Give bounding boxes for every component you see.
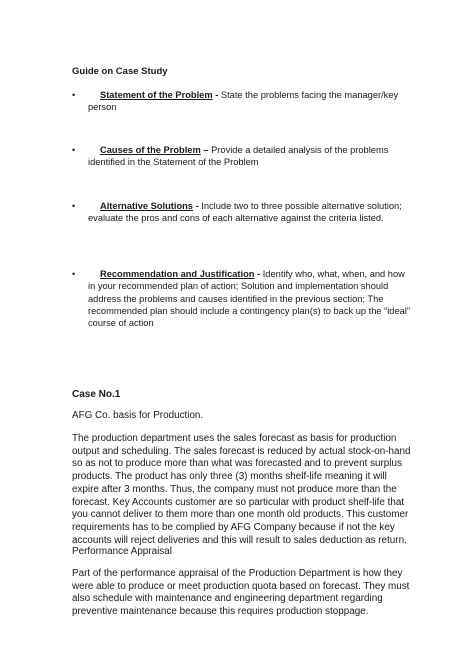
guide-item-term: Recommendation and Justification [100, 269, 255, 279]
guide-item-alternatives [72, 200, 412, 225]
guide-item-separator: – [200, 145, 209, 155]
bullet-icon: • [72, 201, 76, 211]
case-subtitle: AFG Co. basis for Production. [72, 410, 204, 421]
guide-item-separator: - [254, 269, 261, 279]
guide-item-statement [72, 89, 412, 114]
bullet-icon: • [72, 145, 76, 155]
case-paragraph-appraisal: Part of the performance appraisal of the Production Department is how they were able to produce or meet production quota based on forecast. They must also schedule with maintenance and engineering department regarding preventive maintenance because this requires production stoppage. [72, 568, 410, 618]
guide-item-separator: - [192, 201, 199, 211]
performance-appraisal-heading: Performance Appraisal [72, 546, 172, 557]
guide-item-term: Statement of the Problem [100, 90, 213, 100]
guide-item-term: Alternative Solutions [100, 201, 193, 211]
guide-item-description: Provide a detailed analysis of the problems identified in the Statement of the Problem [88, 145, 389, 168]
case-paragraph-production: The production department uses the sales forecast as basis for production output and scheduling. The sales forecast is reduced by actual stock-on-hand so as not to produce more than what was forecasted and to prevent surplus products. The product has only three (3) months shelf-life meaning it will expire after 3 months. Thus, the company must not produce more than the forecast. Key Accounts customer are so particular with product shelf-life that you cannot deliver to them more than one month old products. This customer requirements has to be complied by AFG Company because if not the key accounts will reject deliveries and this will result to sales deduction as return. [72, 433, 411, 546]
guide-item-recommendation [72, 268, 412, 329]
guide-item-description: Identify who, what, when, and how in your recommended plan of action; Solution and implementation should address the problems and causes identified in the previous section; The recommended plan should include a contingency plan(s) to back up the “ideal” course of action [88, 269, 410, 329]
guide-title: Guide on Case Study [72, 66, 168, 77]
guide-item-description: Include two to three possible alternative solution; evaluate the pros and cons of each alternative against the criteria listed. [88, 201, 402, 224]
guide-item-term: Causes of the Problem [100, 145, 201, 155]
guide-item-separator: - [212, 90, 219, 100]
case-title: Case No.1 [72, 389, 121, 400]
guide-item-causes [72, 144, 412, 169]
bullet-icon: • [72, 90, 76, 100]
guide-item-description: State the problems facing the manager/key person [88, 90, 399, 113]
bullet-icon: • [72, 269, 76, 279]
